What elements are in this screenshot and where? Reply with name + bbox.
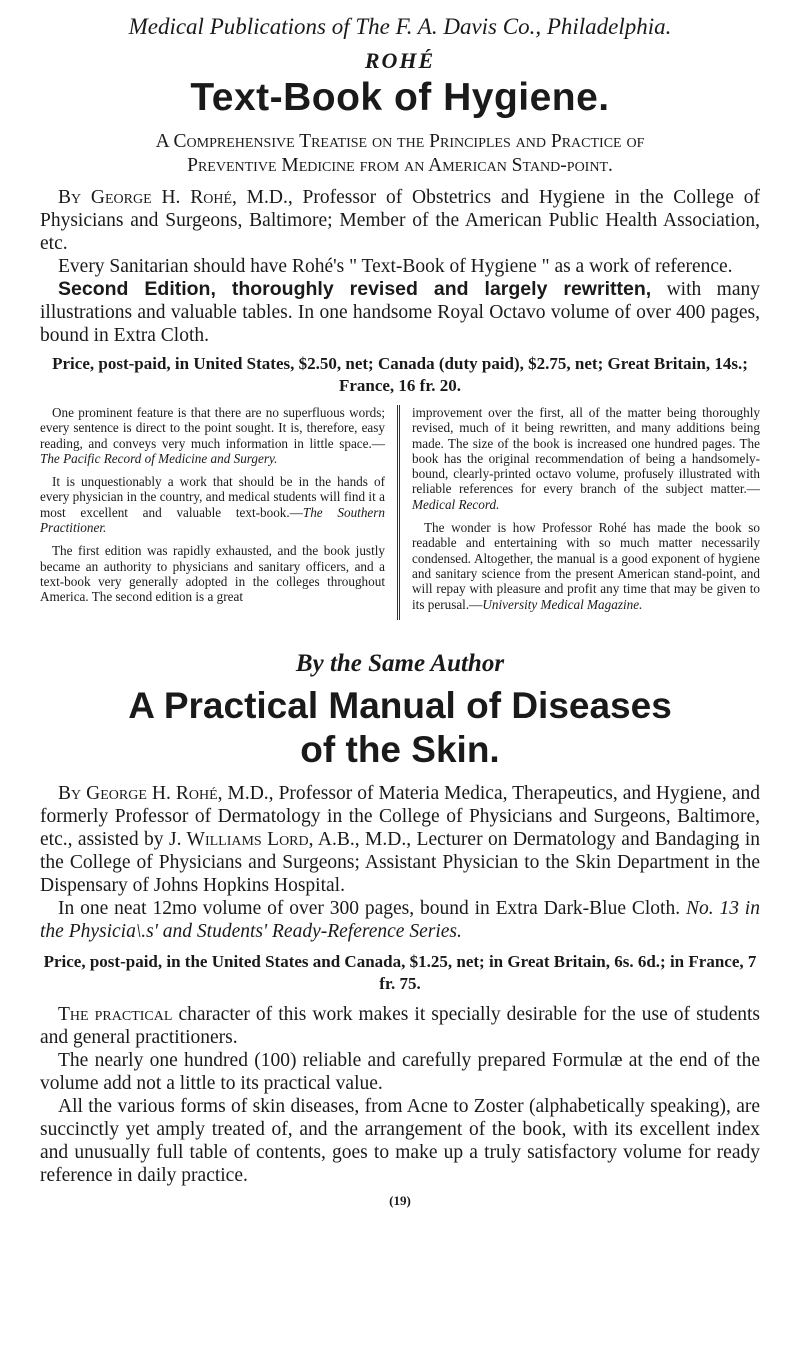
series-note: No. 13 in the Physicia\.s' and Students' Ready-Reference Series. (40, 897, 760, 942)
review: It is unquestionably a work that should be in the hands of every physician in the country, and medical students will find it a most excellent and valuable text-book.—The Southern Practitioner. (40, 474, 385, 536)
review: The first edition was rapidly exhausted, and the book justly became an authority to physicians and sanitary officers, and a text-book very generally adopted in the colleges throughout America. The second edition is a great (40, 543, 385, 605)
sanitarian-note: Every Sanitarian should have Rohé's " Text-Book of Hygiene " as a work of reference. (58, 256, 733, 277)
book2-title (40, 684, 760, 772)
assistant-name: J. Williams Lord (168, 828, 309, 850)
book2-para-forms: All the various forms of skin diseases, from Acne to Zoster (alphabetically speaking), are succinctly yet amply treated of, and the arrangement of the book, with its excellent index and unusually full table of contents, goes to make up a truly satisfactory volume for ready reference in daily practice. (40, 1095, 760, 1186)
reviews-right-column (400, 405, 760, 620)
book2-price: Price, post-paid, in the United States and Canada, $1.25, net; in Great Britain, 6s. 6d.; in France, 7 fr. 75. (43, 951, 757, 993)
review: improvement over the first, all of the matter being thoroughly revised, much of it being rewritten, and many additions being made. The size of the book is increased one hundred pages. The book has the original recommendation of being a handsomely-bound, clearly-printed octavo volume, profusely illustrated with reliable references for every branch of the subject matter.—Medical Record. (412, 405, 760, 512)
author-name: By George H. Rohé (58, 187, 232, 208)
author-credentials: , M.D., Professor of Obstetrics and Hygiene in the College of Physicians and Surgeons, Baltimore; Member of the American Public Health Association, etc. (40, 187, 760, 254)
book2-para-formulae: The nearly one hundred (100) reliable and carefully prepared Formulæ at the end of the volume add not a little to its practical value. (40, 1049, 760, 1094)
reviews-left-column (40, 405, 400, 620)
edition-note (40, 278, 760, 347)
book2-volume-note: In one neat 12mo volume of over 300 pages, bound in Extra Dark-Blue Cloth. No. 13 in the Physicia\.s' and Students' Ready-Reference Series. (40, 897, 760, 942)
review: The wonder is how Professor Rohé has made the book so readable and entertaining with so much matter necessarily condensed. Altogether, the manual is a good exponent of hygiene and sanitary science from the present American stand-point, and will repay with pleasure and profit any time that may be given to its perusal.—University Medical Magazine. (412, 520, 760, 612)
author-mark: ROHÉ (364, 48, 436, 73)
author-name: By George H. Rohé (58, 782, 218, 804)
subtitle-line-1: A Comprehensive Treatise on the Principles and Practice of (155, 131, 645, 152)
book-title: Text-Book of Hygiene. (190, 76, 610, 119)
book-subtitle (40, 130, 760, 178)
book2-author-description: By George H. Rohé, M.D., Professor of Materia Medica, Therapeutics, and Hygiene, and formerly Professor of Dermatology in the College of Physicians and Surgeons, Baltimore, etc., assisted by J. Williams Lord, A.B., M.D., Lecturer on Dermatology and Bandaging in the College of Physicians and Surgeons; Assistant Physician to the Skin Department in the Dispensary of Johns Hopkins Hospital. (40, 782, 760, 896)
reviews-columns (40, 405, 760, 620)
running-head: Medical Publications of The F. A. Davis Co., Philadelphia. (128, 14, 672, 39)
by-same-author-heading: By the Same Author (295, 649, 505, 677)
book2-title-line-2: of the Skin. (300, 728, 500, 770)
book2-title-line-1: A Practical Manual of Diseases (128, 684, 672, 726)
page-number: (19) (389, 1192, 411, 1208)
edition-details: with many illustrations and valuable tables. In one handsome Royal Octavo volume of over 400 pages, bound in Extra Cloth. (40, 279, 760, 346)
review: One prominent feature is that there are no superfluous words; every sentence is direct to the point sought. It is, therefore, easy reading, and conveys very much information in little space.—The Pacific Record of Medicine and Surgery. (40, 405, 385, 466)
author-description (40, 186, 760, 255)
book2-para-practical: The practical character of this work makes it specially desirable for the use of students and general practitioners. (40, 1003, 760, 1048)
subtitle-line-2: Preventive Medicine from an American Stand-point. (187, 155, 613, 176)
book1-price: Price, post-paid, in United States, $2.50, net; Canada (duty paid), $2.75, net; Great Britain, 14s.; France, 16 fr. 20. (52, 354, 748, 395)
edition-bold: Second Edition, thoroughly revised and largely rewritten, (58, 278, 652, 300)
